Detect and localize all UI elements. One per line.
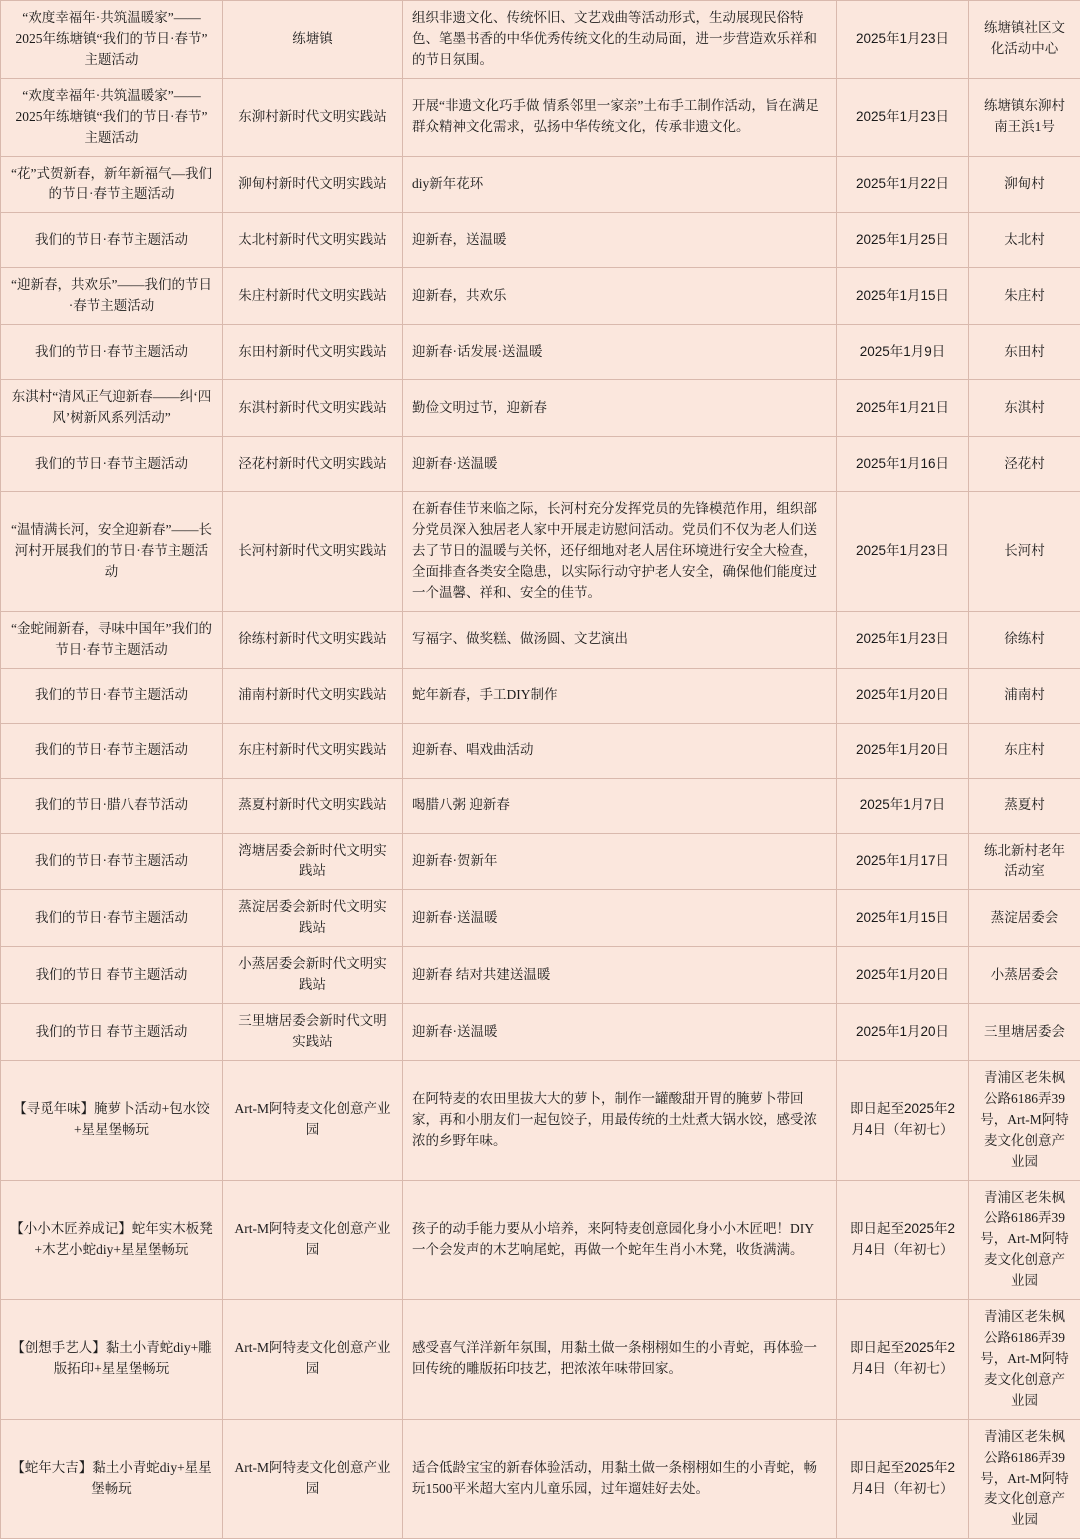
cell-desc: 感受喜气洋洋新年氛围，用黏土做一条栩栩如生的小青蛇，再体验一回传统的雕版拓印技艺，把浓浓年味带回家。 (403, 1300, 837, 1420)
cell-name: “温情满长河，安全迎新春”——长河村开展我们的节日·春节主题活动 (1, 492, 223, 612)
cell-place: 东庄村 (969, 723, 1080, 778)
activity-table-body (1, 1, 1080, 1539)
cell-name: 【寻觅年味】腌萝卜活动+包水饺+星星堡畅玩 (1, 1060, 223, 1180)
cell-date: 2025年1月15日 (837, 268, 969, 325)
cell-org: 浦南村新时代文明实践站 (223, 668, 403, 723)
cell-org: 徐练村新时代文明实践站 (223, 611, 403, 668)
cell-name: 我们的节日 春节主题活动 (1, 1004, 223, 1061)
cell-place: 东田村 (969, 325, 1080, 380)
cell-date: 2025年1月21日 (837, 380, 969, 437)
table-row (1, 213, 1080, 268)
cell-org: 东泖村新时代文明实践站 (223, 78, 403, 156)
cell-name: 东淇村“清风正气迎新春——纠‘四风’树新风系列活动” (1, 380, 223, 437)
cell-desc: 开展“非遗文化巧手做 情系邻里一家亲”土布手工制作活动，旨在满足群众精神文化需求，弘扬中华传统文化，传承非遗文化。 (403, 78, 837, 156)
table-row (1, 1, 1080, 79)
table-row (1, 1419, 1080, 1539)
cell-name: 我们的节日·腊八春节活动 (1, 778, 223, 833)
cell-name: 我们的节日·春节主题活动 (1, 437, 223, 492)
cell-org: 太北村新时代文明实践站 (223, 213, 403, 268)
cell-place: 浦南村 (969, 668, 1080, 723)
cell-desc: 迎新春 结对共建送温暖 (403, 947, 837, 1004)
cell-place: 练塘镇社区文化活动中心 (969, 1, 1080, 79)
cell-place: 青浦区老朱枫公路6186弄39号，Art-M阿特麦文化创意产业园 (969, 1180, 1080, 1300)
cell-name: “欢度幸福年·共筑温暖家”——2025年练塘镇“我们的节日·春节”主题活动 (1, 78, 223, 156)
cell-desc: 迎新春·送温暖 (403, 1004, 837, 1061)
cell-org: 三里塘居委会新时代文明实践站 (223, 1004, 403, 1061)
cell-desc: 在阿特麦的农田里拔大大的萝卜，制作一罐酸甜开胃的腌萝卜带回家，再和小朋友们一起包饺子，用最传统的土灶煮大锅水饺，感受浓浓的乡野年味。 (403, 1060, 837, 1180)
cell-name: “欢度幸福年·共筑温暖家”——2025年练塘镇“我们的节日·春节”主题活动 (1, 1, 223, 79)
cell-desc: 迎新春·话发展·送温暖 (403, 325, 837, 380)
cell-date: 2025年1月20日 (837, 723, 969, 778)
cell-place: 徐练村 (969, 611, 1080, 668)
cell-place: 泾花村 (969, 437, 1080, 492)
cell-date: 2025年1月16日 (837, 437, 969, 492)
cell-place: 泖甸村 (969, 156, 1080, 213)
cell-date: 2025年1月22日 (837, 156, 969, 213)
cell-date: 2025年1月15日 (837, 890, 969, 947)
cell-place: 东淇村 (969, 380, 1080, 437)
table-row (1, 1180, 1080, 1300)
cell-org: 蒸淀居委会新时代文明实践站 (223, 890, 403, 947)
cell-name: 我们的节日·春节主题活动 (1, 890, 223, 947)
cell-name: “花”式贺新春，新年新福气—我们的节日·春节主题活动 (1, 156, 223, 213)
cell-name: 【小小木匠养成记】蛇年实木板凳+木艺小蛇diy+星星堡畅玩 (1, 1180, 223, 1300)
cell-name: 我们的节日·春节主题活动 (1, 668, 223, 723)
cell-name: 我们的节日·春节主题活动 (1, 325, 223, 380)
cell-date: 2025年1月20日 (837, 1004, 969, 1061)
table-row (1, 947, 1080, 1004)
cell-org: 朱庄村新时代文明实践站 (223, 268, 403, 325)
cell-org: 泾花村新时代文明实践站 (223, 437, 403, 492)
cell-name: “迎新春，共欢乐”——我们的节日·春节主题活动 (1, 268, 223, 325)
cell-date: 即日起至2025年2月4日（年初七） (837, 1300, 969, 1420)
cell-desc: 组织非遗文化、传统怀旧、文艺戏曲等活动形式，生动展现民俗特色、笔墨书香的中华优秀传统文化的生动局面，进一步营造欢乐祥和的节日氛围。 (403, 1, 837, 79)
cell-name: “金蛇闹新春，寻味中国年”我们的节日·春节主题活动 (1, 611, 223, 668)
cell-date: 即日起至2025年2月4日（年初七） (837, 1180, 969, 1300)
cell-place: 太北村 (969, 213, 1080, 268)
table-row (1, 611, 1080, 668)
cell-desc: 迎新春，共欢乐 (403, 268, 837, 325)
cell-desc: 写福字、做奖糕、做汤圆、文艺演出 (403, 611, 837, 668)
cell-place: 长河村 (969, 492, 1080, 612)
table-row (1, 78, 1080, 156)
table-row (1, 492, 1080, 612)
cell-org: Art-M阿特麦文化创意产业园 (223, 1180, 403, 1300)
cell-org: 东庄村新时代文明实践站 (223, 723, 403, 778)
cell-org: 湾塘居委会新时代文明实践站 (223, 833, 403, 890)
table-row (1, 668, 1080, 723)
cell-org: 练塘镇 (223, 1, 403, 79)
cell-date: 2025年1月20日 (837, 947, 969, 1004)
table-row (1, 1004, 1080, 1061)
cell-place: 青浦区老朱枫公路6186弄39号，Art-M阿特麦文化创意产业园 (969, 1419, 1080, 1539)
cell-place: 蒸夏村 (969, 778, 1080, 833)
cell-desc: 迎新春、唱戏曲活动 (403, 723, 837, 778)
table-row (1, 890, 1080, 947)
cell-org: Art-M阿特麦文化创意产业园 (223, 1060, 403, 1180)
cell-org: 泖甸村新时代文明实践站 (223, 156, 403, 213)
cell-place: 蒸淀居委会 (969, 890, 1080, 947)
table-row (1, 723, 1080, 778)
cell-desc: 迎新春，送温暖 (403, 213, 837, 268)
cell-desc: 迎新春·送温暖 (403, 437, 837, 492)
table-row (1, 1060, 1080, 1180)
cell-desc: 蛇年新春，手工DIY制作 (403, 668, 837, 723)
cell-name: 【创想手艺人】黏土小青蛇diy+雕版拓印+星星堡畅玩 (1, 1300, 223, 1420)
cell-desc: diy新年花环 (403, 156, 837, 213)
cell-place: 练塘镇东泖村南王浜1号 (969, 78, 1080, 156)
cell-org: 小蒸居委会新时代文明实践站 (223, 947, 403, 1004)
cell-org: Art-M阿特麦文化创意产业园 (223, 1300, 403, 1420)
table-row (1, 437, 1080, 492)
cell-place: 练北新村老年活动室 (969, 833, 1080, 890)
cell-date: 2025年1月17日 (837, 833, 969, 890)
cell-place: 朱庄村 (969, 268, 1080, 325)
cell-org: 东淇村新时代文明实践站 (223, 380, 403, 437)
table-row (1, 778, 1080, 833)
cell-date: 即日起至2025年2月4日（年初七） (837, 1419, 969, 1539)
cell-name: 我们的节日 春节主题活动 (1, 947, 223, 1004)
cell-desc: 适合低龄宝宝的新春体验活动，用黏土做一条栩栩如生的小青蛇，畅玩1500平米超大室内儿童乐园，过年遛娃好去处。 (403, 1419, 837, 1539)
cell-org: 东田村新时代文明实践站 (223, 325, 403, 380)
cell-date: 2025年1月23日 (837, 492, 969, 612)
cell-desc: 迎新春·贺新年 (403, 833, 837, 890)
cell-place: 小蒸居委会 (969, 947, 1080, 1004)
cell-desc: 勤俭文明过节，迎新春 (403, 380, 837, 437)
table-row (1, 156, 1080, 213)
table-row (1, 268, 1080, 325)
table-row (1, 380, 1080, 437)
cell-place: 青浦区老朱枫公路6186弄39号，Art-M阿特麦文化创意产业园 (969, 1300, 1080, 1420)
cell-desc: 迎新春·送温暖 (403, 890, 837, 947)
table-row (1, 1300, 1080, 1420)
cell-place: 青浦区老朱枫公路6186弄39号，Art-M阿特麦文化创意产业园 (969, 1060, 1080, 1180)
cell-name: 【蛇年大吉】黏土小青蛇diy+星星堡畅玩 (1, 1419, 223, 1539)
table-row (1, 325, 1080, 380)
cell-date: 2025年1月20日 (837, 668, 969, 723)
cell-date: 即日起至2025年2月4日（年初七） (837, 1060, 969, 1180)
cell-place: 三里塘居委会 (969, 1004, 1080, 1061)
cell-org: Art-M阿特麦文化创意产业园 (223, 1419, 403, 1539)
cell-name: 我们的节日·春节主题活动 (1, 833, 223, 890)
cell-date: 2025年1月9日 (837, 325, 969, 380)
table-row (1, 833, 1080, 890)
cell-desc: 喝腊八粥 迎新春 (403, 778, 837, 833)
cell-desc: 孩子的动手能力要从小培养，来阿特麦创意园化身小小木匠吧！DIY一个会发声的木艺响尾蛇，再做一个蛇年生肖小木凳，收货满满。 (403, 1180, 837, 1300)
cell-org: 蒸夏村新时代文明实践站 (223, 778, 403, 833)
cell-date: 2025年1月23日 (837, 1, 969, 79)
cell-org: 长河村新时代文明实践站 (223, 492, 403, 612)
cell-desc: 在新春佳节来临之际，长河村充分发挥党员的先锋模范作用，组织部分党员深入独居老人家中开展走访慰问活动。党员们不仅为老人们送去了节日的温暖与关怀，还仔细地对老人居住环境进行安全大检查，全面排查各类安全隐患，以实际行动守护老人安全，确保他们能度过一个温馨、祥和、安全的佳节。 (403, 492, 837, 612)
cell-name: 我们的节日·春节主题活动 (1, 213, 223, 268)
cell-date: 2025年1月7日 (837, 778, 969, 833)
cell-name: 我们的节日·春节主题活动 (1, 723, 223, 778)
cell-date: 2025年1月25日 (837, 213, 969, 268)
cell-date: 2025年1月23日 (837, 78, 969, 156)
cell-date: 2025年1月23日 (837, 611, 969, 668)
